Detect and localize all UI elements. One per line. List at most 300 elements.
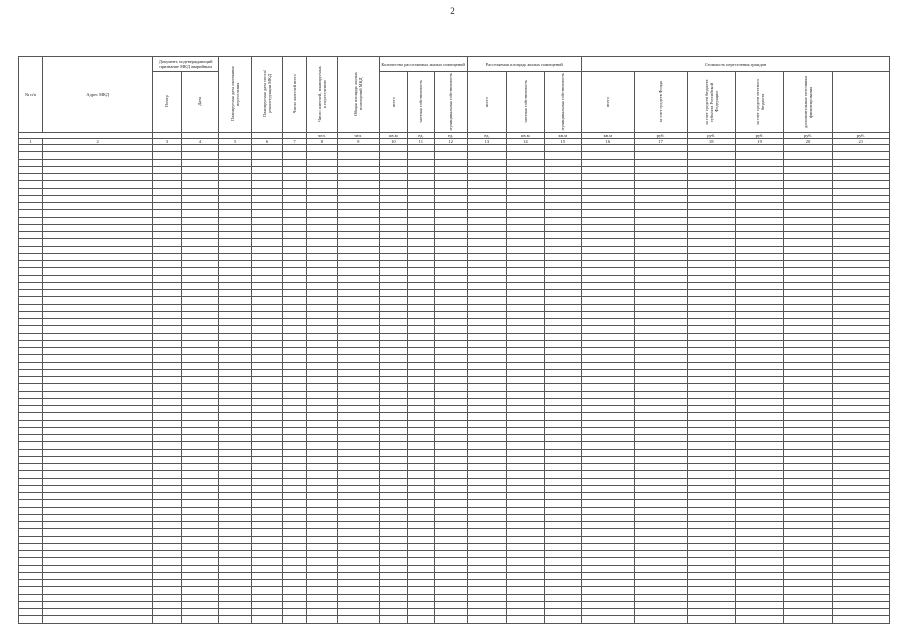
table-cell	[282, 253, 306, 260]
table-cell	[687, 333, 735, 340]
table-cell	[19, 297, 43, 304]
table-cell	[687, 239, 735, 246]
table-cell	[337, 326, 379, 333]
table-cell	[252, 565, 283, 572]
table-cell	[307, 507, 338, 514]
table-cell	[544, 391, 581, 398]
table-cell	[434, 551, 467, 558]
table-cell	[282, 522, 306, 529]
table-cell	[735, 449, 783, 456]
table-cell	[153, 420, 182, 427]
table-cell	[408, 616, 434, 623]
table-cell	[784, 391, 832, 398]
table-cell	[467, 435, 507, 442]
table-cell	[219, 558, 252, 565]
table-cell	[408, 246, 434, 253]
table-cell	[19, 333, 43, 340]
column-number-cell: 20	[784, 139, 832, 145]
table-cell	[252, 181, 283, 188]
table-cell	[337, 362, 379, 369]
table-cell	[337, 159, 379, 166]
table-row	[19, 253, 890, 260]
table-cell	[544, 580, 581, 587]
table-cell	[19, 471, 43, 478]
table-cell	[581, 471, 634, 478]
table-cell	[735, 210, 783, 217]
table-cell	[181, 282, 218, 289]
table-cell	[687, 616, 735, 623]
table-cell	[43, 507, 153, 514]
table-cell	[687, 166, 735, 173]
table-cell	[544, 507, 581, 514]
table-cell	[467, 224, 507, 231]
table-cell	[181, 485, 218, 492]
unit-cell: чел.	[307, 133, 338, 139]
table-cell	[19, 290, 43, 297]
table-cell	[19, 551, 43, 558]
table-cell	[282, 203, 306, 210]
table-cell	[634, 290, 687, 297]
table-cell	[19, 326, 43, 333]
table-cell	[467, 203, 507, 210]
table-cell	[687, 601, 735, 608]
table-cell	[19, 217, 43, 224]
table-cell	[43, 369, 153, 376]
table-cell	[252, 348, 283, 355]
table-cell	[379, 217, 408, 224]
table-cell	[544, 514, 581, 521]
table-cell	[379, 485, 408, 492]
table-cell	[581, 181, 634, 188]
table-cell	[634, 203, 687, 210]
table-row	[19, 239, 890, 246]
table-cell	[379, 166, 408, 173]
table-cell	[181, 326, 218, 333]
table-cell	[735, 616, 783, 623]
table-cell	[784, 210, 832, 217]
table-cell	[832, 282, 889, 289]
table-cell	[784, 174, 832, 181]
table-cell	[784, 203, 832, 210]
table-cell	[181, 565, 218, 572]
table-cell	[181, 420, 218, 427]
table-cell	[337, 203, 379, 210]
table-cell	[153, 369, 182, 376]
table-cell	[408, 311, 434, 318]
table-cell	[687, 224, 735, 231]
table-cell	[434, 304, 467, 311]
table-cell	[784, 384, 832, 391]
table-cell	[544, 420, 581, 427]
table-cell	[408, 253, 434, 260]
table-cell	[307, 565, 338, 572]
table-cell	[544, 333, 581, 340]
table-cell	[181, 217, 218, 224]
table-cell	[219, 340, 252, 347]
table-cell	[43, 449, 153, 456]
table-cell	[379, 246, 408, 253]
table-cell	[282, 217, 306, 224]
table-cell	[467, 601, 507, 608]
table-cell	[282, 188, 306, 195]
table-cell	[832, 543, 889, 550]
table-cell	[784, 398, 832, 405]
table-cell	[252, 609, 283, 616]
table-row	[19, 195, 890, 202]
table-cell	[19, 384, 43, 391]
header-residents-count: Число жителей всего	[282, 57, 306, 133]
table-cell	[153, 449, 182, 456]
table-cell	[634, 377, 687, 384]
table-cell	[544, 456, 581, 463]
table-cell	[735, 580, 783, 587]
table-cell	[307, 217, 338, 224]
table-cell	[408, 224, 434, 231]
table-cell	[307, 406, 338, 413]
table-cell	[181, 319, 218, 326]
table-cell	[634, 406, 687, 413]
table-cell	[467, 253, 507, 260]
table-cell	[687, 174, 735, 181]
table-cell	[634, 580, 687, 587]
table-cell	[43, 478, 153, 485]
table-cell	[467, 420, 507, 427]
table-cell	[43, 427, 153, 434]
table-cell	[219, 587, 252, 594]
table-cell	[687, 442, 735, 449]
table-cell	[634, 319, 687, 326]
table-cell	[634, 514, 687, 521]
table-row	[19, 500, 890, 507]
table-cell	[434, 246, 467, 253]
table-cell	[337, 500, 379, 507]
table-cell	[544, 601, 581, 608]
table-cell	[181, 558, 218, 565]
table-cell	[687, 543, 735, 550]
table-cell	[581, 478, 634, 485]
column-number-cell: 13	[467, 139, 507, 145]
table-cell	[735, 203, 783, 210]
unit-cell: чел.	[337, 133, 379, 139]
table-cell	[153, 478, 182, 485]
table-cell	[735, 435, 783, 442]
table-cell	[434, 369, 467, 376]
table-cell	[634, 464, 687, 471]
table-cell	[181, 232, 218, 239]
table-cell	[687, 290, 735, 297]
table-cell	[307, 145, 338, 152]
column-number-cell: 16	[581, 139, 634, 145]
table-cell	[434, 449, 467, 456]
table-cell	[687, 580, 735, 587]
table-cell	[467, 369, 507, 376]
table-cell	[153, 297, 182, 304]
table-cell	[581, 413, 634, 420]
table-cell	[337, 493, 379, 500]
table-cell	[219, 203, 252, 210]
unit-cell: кв.м	[544, 133, 581, 139]
table-cell	[832, 275, 889, 282]
table-cell	[153, 217, 182, 224]
table-cell	[19, 558, 43, 565]
table-cell	[43, 174, 153, 181]
table-cell	[687, 609, 735, 616]
table-cell	[252, 203, 283, 210]
table-cell	[219, 514, 252, 521]
table-cell	[43, 565, 153, 572]
table-cell	[581, 166, 634, 173]
table-cell	[252, 485, 283, 492]
table-cell	[153, 181, 182, 188]
table-cell	[687, 558, 735, 565]
table-cell	[282, 609, 306, 616]
table-cell	[408, 210, 434, 217]
table-cell	[219, 159, 252, 166]
table-cell	[544, 493, 581, 500]
table-cell	[219, 348, 252, 355]
table-cell	[337, 297, 379, 304]
table-cell	[735, 493, 783, 500]
table-cell	[43, 464, 153, 471]
table-cell	[181, 369, 218, 376]
table-cell	[43, 362, 153, 369]
table-cell	[337, 529, 379, 536]
table-cell	[467, 297, 507, 304]
table-cell	[181, 464, 218, 471]
table-cell	[687, 210, 735, 217]
header-cost-extra-2	[832, 72, 889, 133]
table-cell	[307, 174, 338, 181]
table-row	[19, 580, 890, 587]
table-cell	[19, 311, 43, 318]
table-cell	[252, 282, 283, 289]
column-number-cell: 2	[43, 139, 153, 145]
table-cell	[507, 616, 544, 623]
table-cell	[832, 304, 889, 311]
table-cell	[581, 507, 634, 514]
table-cell	[634, 601, 687, 608]
table-row	[19, 340, 890, 347]
table-cell	[181, 435, 218, 442]
table-cell	[43, 181, 153, 188]
table-cell	[379, 456, 408, 463]
table-cell	[337, 311, 379, 318]
table-cell	[282, 195, 306, 202]
table-cell	[784, 543, 832, 550]
table-cell	[467, 587, 507, 594]
table-cell	[337, 377, 379, 384]
table-cell	[181, 355, 218, 362]
table-cell	[634, 239, 687, 246]
table-cell	[467, 609, 507, 616]
table-cell	[467, 485, 507, 492]
table-cell	[687, 348, 735, 355]
table-cell	[181, 449, 218, 456]
table-cell	[181, 384, 218, 391]
table-cell	[379, 232, 408, 239]
table-cell	[544, 304, 581, 311]
table-cell	[219, 355, 252, 362]
column-number-cell: 19	[735, 139, 783, 145]
table-cell	[337, 210, 379, 217]
table-cell	[307, 246, 338, 253]
table-cell	[687, 311, 735, 318]
table-cell	[467, 326, 507, 333]
table-cell	[379, 514, 408, 521]
table-cell	[467, 456, 507, 463]
table-cell	[408, 326, 434, 333]
table-cell	[337, 572, 379, 579]
table-cell	[687, 384, 735, 391]
table-cell	[43, 551, 153, 558]
table-cell	[735, 485, 783, 492]
unit-cell: руб.	[634, 133, 687, 139]
table-cell	[544, 551, 581, 558]
table-cell	[153, 572, 182, 579]
table-cell	[219, 145, 252, 152]
table-cell	[581, 203, 634, 210]
table-cell	[784, 188, 832, 195]
table-cell	[408, 427, 434, 434]
table-row	[19, 478, 890, 485]
table-cell	[337, 188, 379, 195]
table-cell	[219, 594, 252, 601]
table-cell	[19, 391, 43, 398]
table-cell	[153, 464, 182, 471]
table-cell	[434, 580, 467, 587]
table-cell	[735, 297, 783, 304]
table-cell	[687, 246, 735, 253]
table-cell	[307, 456, 338, 463]
table-cell	[282, 333, 306, 340]
table-cell	[43, 536, 153, 543]
table-cell	[507, 246, 544, 253]
table-cell	[408, 420, 434, 427]
table-cell	[784, 239, 832, 246]
table-cell	[181, 340, 218, 347]
table-cell	[735, 543, 783, 550]
column-number-cell: 5	[219, 139, 252, 145]
table-cell	[408, 471, 434, 478]
table-cell	[544, 485, 581, 492]
relocation-table	[18, 56, 890, 624]
table-cell	[434, 224, 467, 231]
table-cell	[153, 377, 182, 384]
table-cell	[282, 246, 306, 253]
table-cell	[19, 174, 43, 181]
table-cell	[19, 145, 43, 152]
table-cell	[687, 304, 735, 311]
table-cell	[634, 246, 687, 253]
table-cell	[43, 188, 153, 195]
table-cell	[507, 456, 544, 463]
table-cell	[307, 268, 338, 275]
table-cell	[735, 442, 783, 449]
table-cell	[784, 420, 832, 427]
table-cell	[337, 224, 379, 231]
table-cell	[219, 456, 252, 463]
table-cell	[337, 369, 379, 376]
header-area-private: частная собственность	[507, 72, 544, 133]
table-cell	[408, 514, 434, 521]
table-cell	[581, 290, 634, 297]
table-cell	[735, 340, 783, 347]
table-cell	[252, 384, 283, 391]
table-cell	[219, 174, 252, 181]
table-cell	[252, 580, 283, 587]
table-cell	[581, 500, 634, 507]
table-cell	[181, 500, 218, 507]
table-cell	[379, 159, 408, 166]
table-cell	[43, 391, 153, 398]
table-cell	[252, 355, 283, 362]
table-cell	[784, 427, 832, 434]
table-cell	[544, 195, 581, 202]
table-cell	[784, 572, 832, 579]
table-cell	[507, 565, 544, 572]
table-cell	[19, 493, 43, 500]
table-cell	[181, 456, 218, 463]
table-cell	[507, 224, 544, 231]
table-cell	[408, 340, 434, 347]
table-cell	[634, 355, 687, 362]
table-cell	[467, 188, 507, 195]
table-cell	[784, 529, 832, 536]
table-cell	[784, 304, 832, 311]
table-cell	[832, 290, 889, 297]
table-cell	[434, 282, 467, 289]
table-cell	[153, 471, 182, 478]
table-cell	[634, 507, 687, 514]
table-cell	[544, 377, 581, 384]
table-cell	[832, 348, 889, 355]
table-cell	[784, 536, 832, 543]
table-cell	[282, 282, 306, 289]
table-cell	[544, 362, 581, 369]
table-row	[19, 398, 890, 405]
table-cell	[282, 485, 306, 492]
table-cell	[379, 377, 408, 384]
table-cell	[687, 159, 735, 166]
table-cell	[634, 420, 687, 427]
table-cell	[252, 145, 283, 152]
table-cell	[337, 580, 379, 587]
table-cell	[581, 253, 634, 260]
table-cell	[784, 355, 832, 362]
table-cell	[379, 239, 408, 246]
table-cell	[252, 420, 283, 427]
table-cell	[219, 609, 252, 616]
table-cell	[467, 427, 507, 434]
table-cell	[581, 275, 634, 282]
table-cell	[544, 536, 581, 543]
table-cell	[19, 427, 43, 434]
table-cell	[507, 420, 544, 427]
table-cell	[307, 369, 338, 376]
table-cell	[832, 587, 889, 594]
table-cell	[735, 268, 783, 275]
column-number-cell: 3	[153, 139, 182, 145]
table-cell	[337, 261, 379, 268]
table-cell	[434, 616, 467, 623]
table-cell	[19, 449, 43, 456]
table-cell	[832, 253, 889, 260]
table-row	[19, 558, 890, 565]
table-cell	[735, 391, 783, 398]
table-cell	[687, 217, 735, 224]
table-cell	[687, 261, 735, 268]
table-cell	[735, 224, 783, 231]
